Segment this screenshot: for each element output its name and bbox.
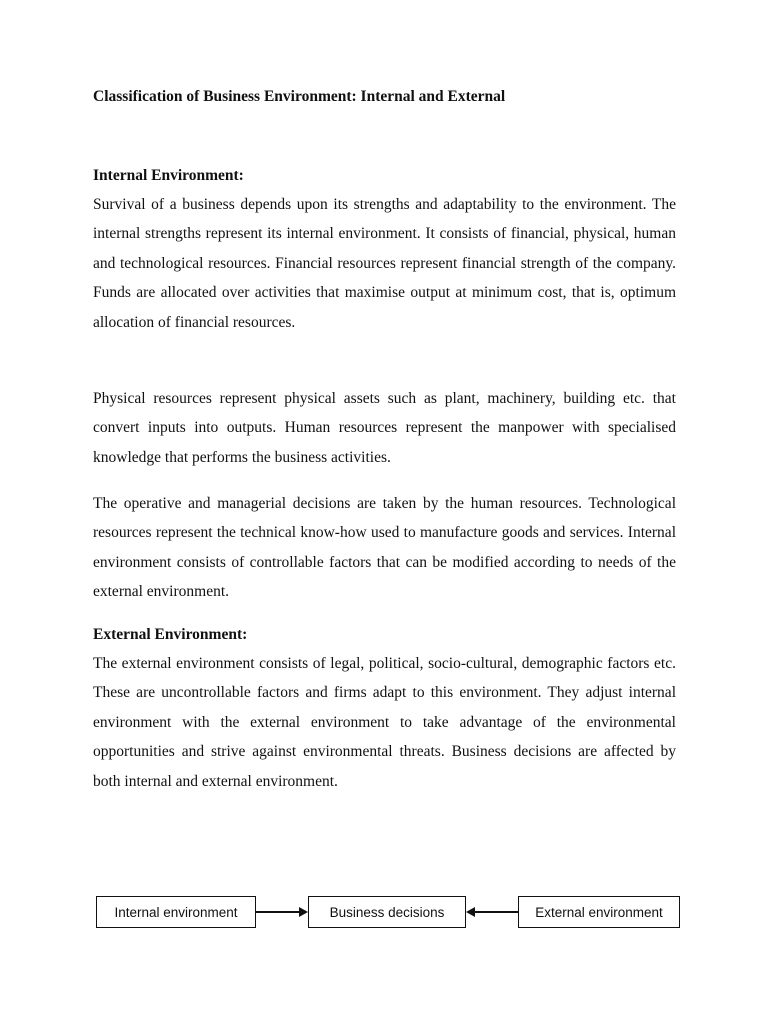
business-decisions-box: Business decisions	[308, 896, 466, 928]
external-environment-box: External environment	[518, 896, 680, 928]
external-paragraph-1: The external environment consists of legal, political, socio-cultural, demographic factors etc. These are uncontrollable factors and firms adapt to this environment. They adjust internal environment with the external environment to take advantage of the environmental opportunities and strive against environmental threats. Business decisions are affected by both internal and external environment.	[93, 655, 676, 790]
external-environment-heading: External Environment:	[93, 626, 248, 643]
arrow-from-external-environment	[474, 911, 518, 913]
internal-paragraph-2: Physical resources represent physical assets such as plant, machinery, building etc. that convert inputs into outputs. Human resources represent the manpower with specialised knowledge that performs the business activities.	[93, 390, 676, 466]
internal-environment-heading: Internal Environment:	[93, 167, 244, 184]
internal-environment-box: Internal environment	[96, 896, 256, 928]
internal-paragraph-3: The operative and managerial decisions are taken by the human resources. Technological resources represent the technical know-how used to manufacture goods and services. Internal environment consists of controllable factors that can be modified according to needs of the external environment.	[93, 495, 676, 601]
arrow-to-business-decisions	[256, 911, 300, 913]
business-environment-diagram	[96, 896, 680, 930]
document-title: Classification of Business Environment: Internal and External	[93, 88, 506, 105]
internal-paragraph-1: Survival of a business depends upon its strengths and adaptability to the environment. The internal strengths represent its internal environment. It consists of financial, physical, human and technological resources. Financial resources represent financial strength of the company. Funds are allocated over activities that maximise output at minimum cost, that is, optimum allocation of financial resources.	[93, 196, 676, 331]
